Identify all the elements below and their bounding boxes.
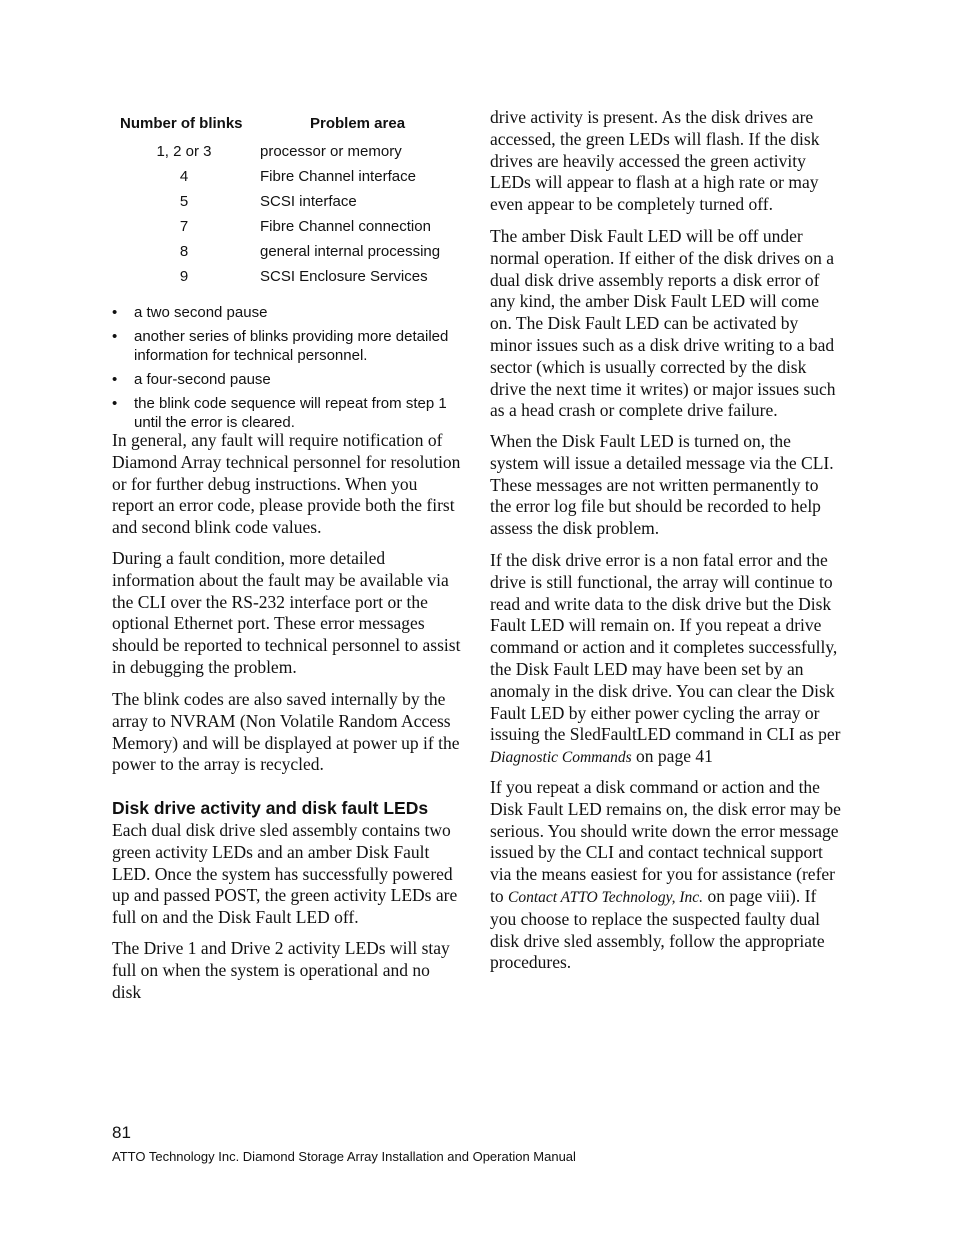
problem-area: general internal processing [260,243,441,260]
blink-count: 4 [179,168,189,185]
paragraph-fault-notification: In general, any fault will require notification of Diamond Array technical personnel for resolution or for further debug instructions. When you report an error code, please provide both the first and second blink code values. [112,430,461,538]
bullet-icon: • [112,328,118,345]
problem-area: SCSI interface [260,193,357,210]
paragraph-fault-condition: During a fault condition, more detailed information about the fault may be available via the CLI over the RS-232 interface port or the optional Ethernet port. These error messages should be reported to technical personnel to assist in debugging the problem. [112,548,461,677]
blink-count: 8 [179,243,189,260]
table-row [112,143,462,163]
table-row [112,268,462,288]
problem-area: processor or memory [260,143,402,160]
page-footer: ATTO Technology Inc. Diamond Storage Array Installation and Operation Manual [112,1149,576,1164]
problem-area: Fibre Channel interface [260,168,416,185]
problem-area: SCSI Enclosure Services [260,268,428,285]
bullet-icon: • [112,371,118,388]
paragraph-nvram: The blink codes are also saved internally by the array to NVRAM (Non Volatile Random Access Memory) and will be displayed at power up if the power to the array is recycled. [112,689,460,775]
diagnostic-commands-link[interactable]: Diagnostic Commands [490,749,632,767]
bullet-icon: • [112,395,118,412]
section-heading: Disk drive activity and disk fault LEDs [112,798,429,818]
table-row [112,168,462,188]
list-item: • the blink code sequence will repeat from step 1 until the error is cleared. [112,395,447,431]
blink-sequence-list [112,303,462,437]
paragraph-drive-activity: drive activity is present. As the disk drives are accessed, the green LEDs will flash. If the disk drives are heavily accessed the green activity LEDs will appear to flash at a high rate or may even appear to be completely turned off. [490,107,820,215]
list-item: • another series of blinks providing more detailed information for technical personnel. [112,328,449,364]
blink-table-header [112,115,462,135]
paragraph-nonfatal-error: If the disk drive error is a non fatal error and the drive is still functional, the array will continue to read and write data to the disk drive but the Disk Fault LED will remain on. If you repeat a drive command or action and it completes successfully, the Disk Fault LED may have been set by an anomaly in the disk drive. You can clear the Disk Fault LED by either power cycling the array or issuing the SledFaultLED command in CLI as per Diagnostic Commands on page 41 [490,550,841,767]
blink-count: 5 [179,193,189,210]
contact-atto-link[interactable]: Contact ATTO Technology, Inc. [508,888,704,906]
page-number: 81 [112,1123,131,1142]
paragraph-contact-support: If you repeat a disk command or action and the Disk Fault LED remains on, the disk error may be serious. You should write down the error message issued by the CLI and contact technical support via the means easiest for you for assistance (refer to Contact ATTO Technology, Inc. on page viii). If you choose to replace the suspected faulty dual disk drive sled assembly, follow the appropriate procedures. [490,777,841,973]
bullet-icon: • [112,304,118,321]
paragraph-amber-led: The amber Disk Fault LED will be off under normal operation. If either of the disk drives on a dual disk drive assembly reports a disk error of any kind, the amber Disk Fault LED will come on. The Disk Fault LED can be activated by minor issues such as a disk drive writing to a bad sector (which is usually corrected by the disk drive the next time it writes) or major issues such as a head crash or complete drive failure. [490,226,836,421]
paragraph-activity-leds: The Drive 1 and Drive 2 activity LEDs will stay full on when the system is operational and no disk [112,938,450,1002]
paragraph-sled-leds: Each dual disk drive sled assembly contains two green activity LEDs and an amber Disk Fault LED. Once the system has successfully powered up and passed POST, the green activity LEDs are full on and the Disk Fault LED off. [112,820,458,928]
blink-count: 1, 2 or 3 [156,143,212,160]
list-item: • a two second pause [112,304,268,321]
column-header-blinks: Number of blinks [120,115,243,132]
table-row [112,243,462,263]
table-row [112,218,462,238]
blink-count: 9 [179,268,189,285]
paragraph-cli-message: When the Disk Fault LED is turned on, the system will issue a detailed message via the CLI. These messages are not written permanently to the error log file but should be recorded to help assess the disk problem. [490,431,834,539]
problem-area: Fibre Channel connection [260,218,431,235]
table-row [112,193,462,213]
list-item: • a four-second pause [112,371,271,388]
column-header-problem-area: Problem area [310,115,406,132]
blink-count: 7 [179,218,189,235]
